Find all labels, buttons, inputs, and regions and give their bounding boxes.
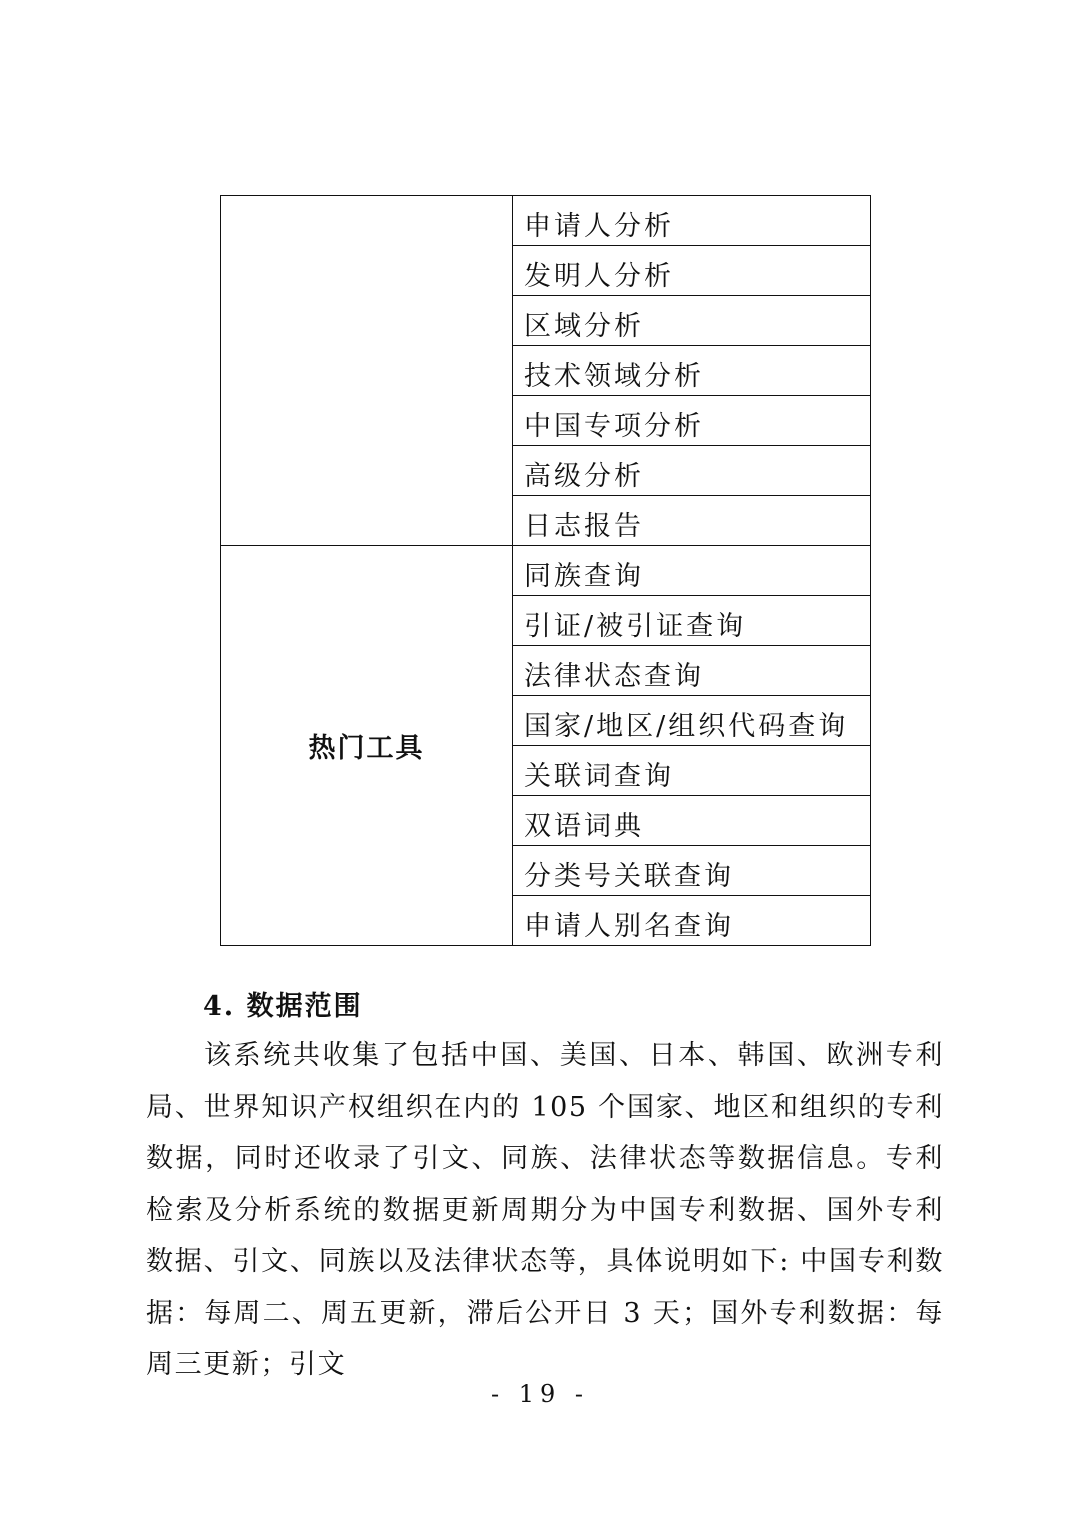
table-cell: 分类号关联查询: [513, 846, 871, 896]
category-cell-hot-tools: 热门工具: [221, 546, 513, 946]
table-cell: 同族查询: [513, 546, 871, 596]
table-cell: 申请人分析: [513, 196, 871, 246]
section-heading: 4. 数据范围: [203, 991, 363, 1022]
page-number: - 19 -: [490, 1380, 589, 1408]
table-row: [221, 196, 871, 246]
table-cell: 申请人别名查询: [513, 896, 871, 946]
table-cell: 法律状态查询: [513, 646, 871, 696]
table-cell: 双语词典: [513, 796, 871, 846]
table-cell: 国家/地区/组织代码查询: [513, 696, 871, 746]
table-cell: 关联词查询: [513, 746, 871, 796]
table-cell: 技术领域分析: [513, 346, 871, 396]
table-cell: 日志报告: [513, 496, 871, 546]
body-paragraph: 该系统共收集了包括中国、美国、日本、韩国、欧洲专利局、世界知识产权组织在内的 105 个国家、地区和组织的专利数据，同时还收录了引文、同族、法律状态等数据信息。专利检索及分析系统的数据更新周期分为中国专利数据、国外专利数据、引文、同族以及法律状态等，具体说明如下: 中国专利数据：每周二、周五更新，滞后公开日 3 天；国外专利数据：每周三更新；引文: [146, 1040, 944, 1380]
table-cell: 高级分析: [513, 446, 871, 496]
feature-table: [220, 195, 871, 946]
category-cell: [221, 196, 513, 546]
table-cell: 引证/被引证查询: [513, 596, 871, 646]
table-row: [221, 546, 871, 596]
table-cell: 区域分析: [513, 296, 871, 346]
table-cell: 中国专项分析: [513, 396, 871, 446]
table-cell: 发明人分析: [513, 246, 871, 296]
